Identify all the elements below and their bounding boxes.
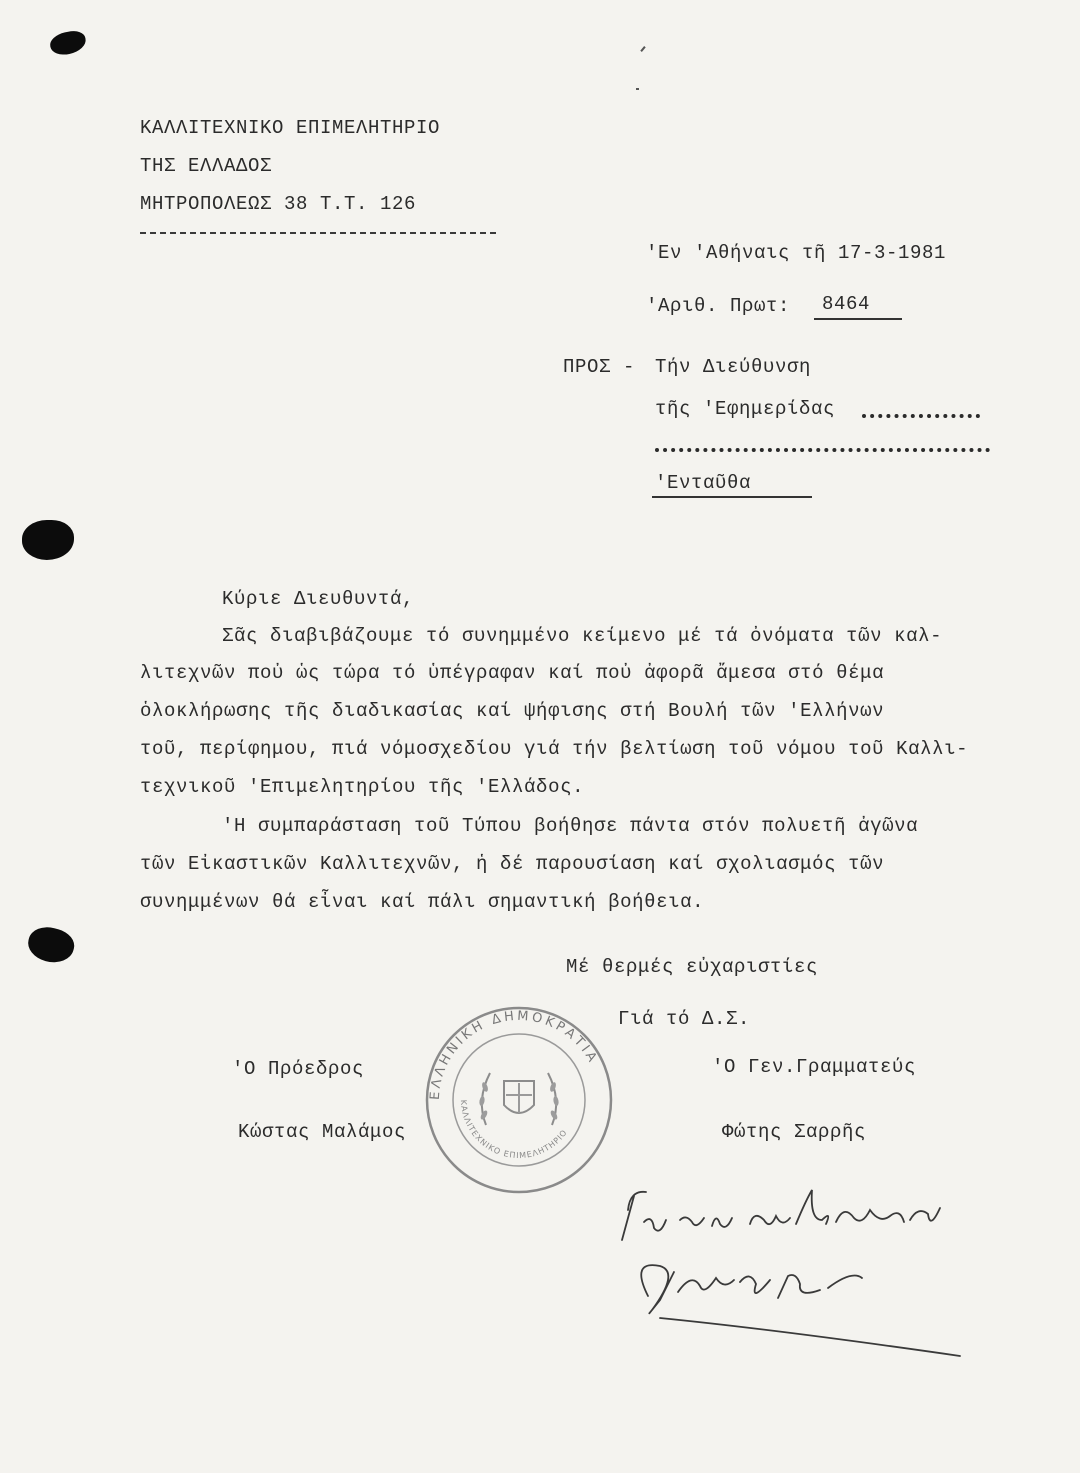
- official-seal-stamp: [424, 1005, 614, 1195]
- president-name: Κώστας Μαλάμος: [238, 1121, 407, 1143]
- secretary-title: 'Ο Γεν.Γραμματεύς: [712, 1056, 917, 1078]
- speck-mark: [636, 88, 639, 90]
- recipient-dots-1: [862, 414, 980, 424]
- org-name-line2: ΤΗΣ ΕΛΛΑΔΟΣ: [140, 155, 273, 177]
- secretary-name: Φώτης Σαρρῆς: [722, 1121, 867, 1143]
- punch-hole-top: [48, 28, 88, 57]
- body-line: Σᾶς διαβιβάζουμε τό συνημμένο κείμενο μέ τά ὀνόματα τῶν καλ-: [222, 625, 943, 647]
- body-line: ὁλοκλήρωσης τῆς διαδικασίας καί ψήφισης στή Βουλή τῶν 'Ελλήνων: [140, 700, 885, 722]
- protocol-label: 'Αριθ. Πρωτ:: [646, 295, 791, 317]
- seal-inner-text: ΚΑΛΛΙΤΕΧΝΙΚΟ ΕΠΙΜΕΛΗΤΗΡΙΟ: [458, 1099, 570, 1161]
- recipient-line1: Τήν Διεύθυνση: [655, 356, 812, 378]
- protocol-underline: [814, 318, 902, 320]
- recipient-line2: τῆς 'Εφημερίδας: [655, 398, 836, 420]
- punch-hole-middle: [22, 520, 74, 560]
- recipient-place: 'Ενταῦθα: [655, 472, 752, 494]
- punch-hole-bottom: [24, 923, 77, 968]
- recipient-place-underline: [652, 496, 812, 498]
- speck-mark: [640, 46, 645, 52]
- org-address: ΜΗΤΡΟΠΟΛΕΩΣ 38 Τ.Τ. 126: [140, 193, 417, 215]
- recipient-prefix: ΠΡΟΣ -: [563, 356, 636, 378]
- handwritten-signature: [600, 1180, 1000, 1380]
- president-title: 'Ο Πρόεδρος: [232, 1058, 365, 1080]
- closing-board: Γιά τό Δ.Σ.: [618, 1008, 751, 1030]
- body-line: συνημμένων θά εἶναι καί πάλι σημαντική βοήθεια.: [140, 891, 705, 913]
- body-line: τῶν Εἰκαστικῶν Καλλιτεχνῶν, ἡ δέ παρουσίαση καί σχολιασμός τῶν: [140, 853, 885, 875]
- protocol-number: 8464: [822, 293, 871, 315]
- body-line: τεχνικοῦ 'Επιμελητηρίου τῆς 'Ελλάδος.: [140, 776, 585, 798]
- body-line: 'Η συμπαράσταση τοῦ Τύπου βοήθησε πάντα στόν πολυετῆ ἀγῶνα: [222, 815, 919, 837]
- closing-thanks: Μέ θερμές εὐχαριστίες: [566, 956, 819, 978]
- header-divider: [140, 232, 496, 234]
- salutation: Κύριε Διευθυντά,: [222, 588, 415, 610]
- org-name-line1: ΚΑΛΛΙΤΕΧΝΙΚΟ ΕΠΙΜΕΛΗΤΗΡΙΟ: [140, 117, 441, 139]
- body-line: λιτεχνῶν ποὐ ὡς τώρα τό ὑπέγραφαν καί ποὐ ἀφορᾶ ἄμεσα στό θέμα: [140, 662, 885, 684]
- body-line: τοῦ, περίφημου, πιά νόμοσχεδίου γιά τήν βελτίωση τοῦ νόμου τοῦ Καλλι-: [140, 738, 969, 760]
- svg-text:ΚΑΛΛΙΤΕΧΝΙΚΟ ΕΠΙΜΕΛΗΤΗΡΙΟ: [459, 1100, 569, 1161]
- seal-outer-text: ΕΛΛΗΝΙΚΗ ΔΗΜΟΚΡΑΤΙΑ: [427, 1008, 601, 1101]
- recipient-dots-2: [655, 448, 990, 458]
- date-line: 'Εν 'Αθήναις τῆ 17-3-1981: [646, 242, 947, 264]
